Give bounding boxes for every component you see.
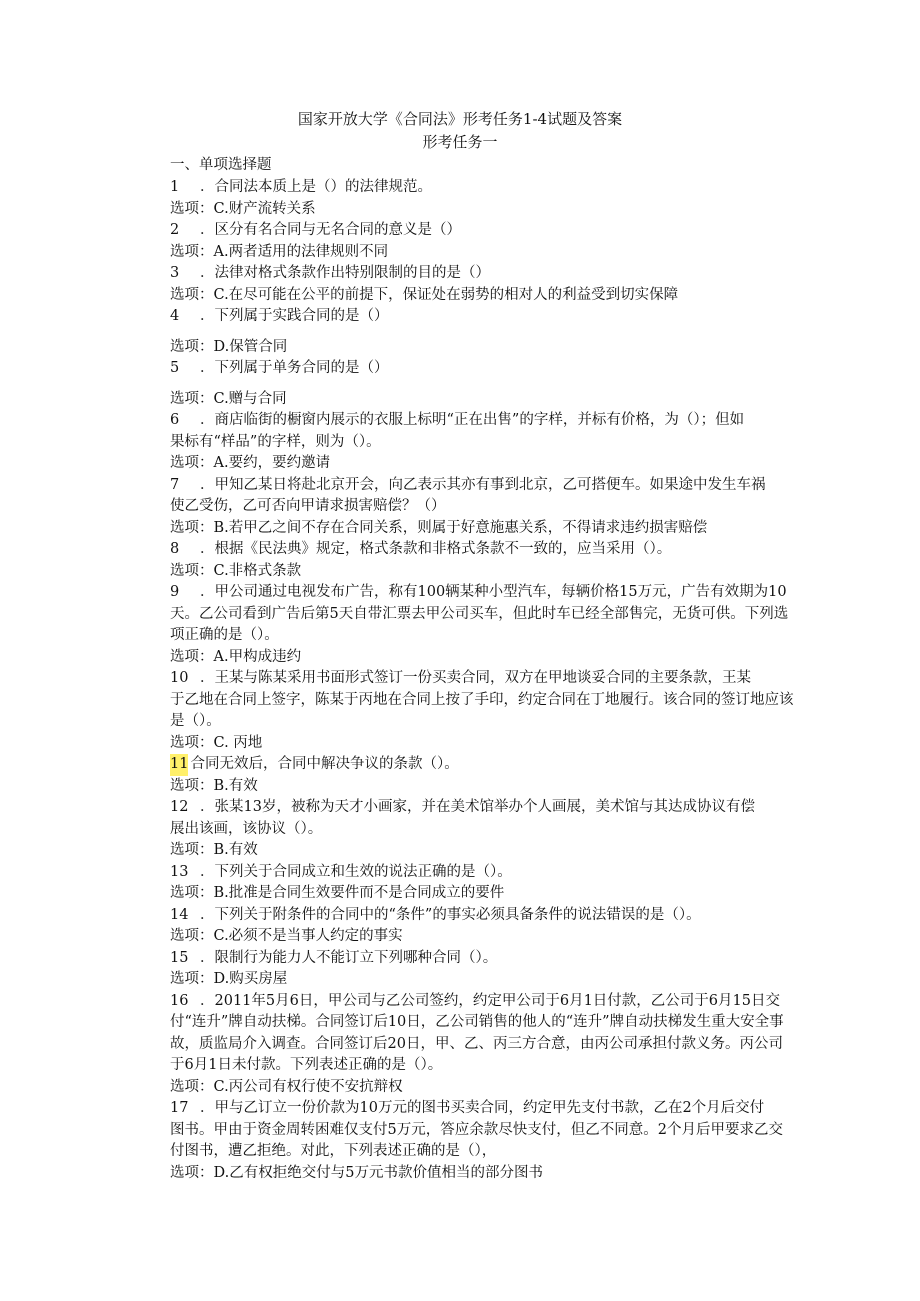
question-text bbox=[170, 991, 795, 1013]
answer-option: 选项：C.财产流转关系 bbox=[170, 200, 316, 217]
question-line-first: ．下列属于实践合同的是（） bbox=[200, 308, 389, 324]
document-subtitle: 形考任务一 bbox=[422, 133, 498, 151]
answer-option: 选项：C.必须不是当事人约定的事实 bbox=[170, 928, 403, 944]
question-line-first: ．商店临街的橱窗内展示的衣服上标明“正在出售”的字样，并标有价格，为（）；但如 bbox=[200, 412, 745, 428]
question-line-rest: 展出该画，该协议（）。 bbox=[170, 820, 323, 837]
question-number: 5 bbox=[170, 360, 180, 376]
question-item bbox=[170, 862, 795, 905]
question-text bbox=[170, 582, 795, 604]
answer-option: 选项：B.若甲乙之间不存在合同关系，则属于好意施惠关系，不得请求违约损害赔偿 bbox=[170, 519, 708, 536]
question-line-first: ．下列属于单务合同的是（） bbox=[200, 360, 389, 376]
answer-option: 选项：B.批准是合同生效要件而不是合同成立的要件 bbox=[170, 885, 505, 901]
question-text bbox=[170, 410, 795, 432]
question-line-first: ．限制行为能力人不能订立下列哪种合同（）。 bbox=[200, 949, 498, 966]
question-item bbox=[170, 177, 795, 220]
question-line-rest: 于乙地在合同上签字，陈某于丙地在合同上按了手印，约定合同在丁地履行。该合同的签订地应该是（）。 bbox=[170, 691, 794, 729]
answer-option: 选项：A.两者适用的法律规则不同 bbox=[170, 243, 389, 260]
question-number: 7 bbox=[170, 476, 180, 493]
answer-option: 选项：C.非格式条款 bbox=[170, 562, 302, 579]
question-line-first: ．区分有名合同与无名合同的意义是（） bbox=[200, 222, 461, 238]
question-text bbox=[170, 263, 795, 285]
question-item bbox=[170, 539, 795, 582]
question-text bbox=[170, 220, 795, 242]
question-number: 17 bbox=[170, 1100, 189, 1116]
question-text bbox=[170, 1098, 795, 1120]
question-text bbox=[170, 475, 795, 497]
question-item bbox=[170, 358, 795, 410]
question-line-first: ．王某与陈某采用书面形式签订一份买卖合同，双方在甲地谈妥合同的主要条款，王某 bbox=[200, 670, 751, 686]
question-number: 3 bbox=[170, 265, 180, 281]
question-text bbox=[170, 862, 795, 884]
question-number: 1 bbox=[170, 179, 180, 195]
question-item bbox=[170, 948, 795, 991]
question-item bbox=[170, 1098, 795, 1184]
question-number: 15 bbox=[170, 949, 189, 966]
question-line-rest: 天。乙公司看到广告后第5天自带汇票去甲公司买车，但此时车已经全部售完，无货可供。下列选项正确的是（）。 bbox=[170, 605, 789, 643]
answer-option: 选项：A.要约，要约邀请 bbox=[170, 455, 331, 471]
question-item bbox=[170, 905, 795, 948]
question-line-first: ．甲知乙某日将赴北京开会，向乙表示其亦有事到北京，乙可搭便车。如果途中发生车祸 bbox=[200, 476, 766, 493]
question-item bbox=[170, 582, 795, 668]
question-text bbox=[170, 668, 795, 690]
question-text bbox=[170, 539, 795, 561]
answer-option: 选项：C.丙公司有权行使不安抗辩权 bbox=[170, 1078, 403, 1095]
question-number: 8 bbox=[170, 541, 180, 557]
question-item bbox=[170, 220, 795, 263]
question-number: 12 bbox=[170, 799, 189, 815]
answer-option: 选项：C. 丙地 bbox=[170, 734, 263, 751]
question-line-first: ．根据《民法典》规定，格式条款和非格式条款不一致的，应当采用（）。 bbox=[200, 541, 672, 557]
document-title: 国家开放大学《合同法》形考任务1-4试题及答案 bbox=[297, 110, 623, 128]
question-line-first: ．张某13岁，被称为天才小画家，并在美术馆举办个人画展，美术馆与其达成协议有偿 bbox=[200, 799, 755, 815]
question-number: 13 bbox=[170, 863, 189, 880]
question-text bbox=[170, 306, 795, 328]
question-item bbox=[170, 754, 795, 797]
question-line-first: 合同无效后，合同中解决争议的条款（）。 bbox=[190, 756, 459, 772]
question-line-rest: 使乙受伤，乙可否向甲请求损害赔偿？（） bbox=[170, 498, 446, 514]
question-number: 2 bbox=[170, 222, 180, 238]
question-text bbox=[170, 905, 795, 927]
question-line-first: ．2011年5月6日，甲公司与乙公司签约，约定甲公司于6月1日付款，乙公司于6月15日交 bbox=[200, 992, 780, 1009]
question-number: 6 bbox=[170, 412, 180, 428]
question-item bbox=[170, 306, 795, 358]
question-text bbox=[170, 754, 795, 776]
answer-option: 选项：D.保管合同 bbox=[170, 338, 288, 355]
answer-option: 选项：A.甲构成违约 bbox=[170, 648, 302, 665]
answer-option: 选项：C.赠与合同 bbox=[170, 390, 287, 407]
question-number: 9 bbox=[170, 584, 180, 600]
question-number: 10 bbox=[170, 670, 189, 686]
question-text bbox=[170, 797, 795, 819]
question-list bbox=[170, 177, 795, 1184]
question-item bbox=[170, 263, 795, 306]
answer-option: 选项：D.乙有权拒绝交付与5万元书款价值相当的部分图书 bbox=[170, 1164, 543, 1181]
question-item bbox=[170, 475, 795, 540]
question-item bbox=[170, 668, 795, 754]
question-text bbox=[170, 948, 795, 970]
answer-option: 选项：C.在尽可能在公平的前提下，保证处在弱势的相对人的利益受到切实保障 bbox=[170, 286, 679, 303]
question-line-first: ．下列关于合同成立和生效的说法正确的是（）。 bbox=[200, 863, 512, 880]
answer-option: 选项：D.购买房屋 bbox=[170, 971, 288, 987]
question-line-first: ．甲与乙订立一份价款为10万元的图书买卖合同，约定甲先支付书款，乙在2个月后交付 bbox=[200, 1100, 765, 1116]
question-item bbox=[170, 797, 795, 862]
question-line-rest: 付“连升”牌自动扶梯。合同签订后10日，乙公司销售的他人的“连升”牌自动扶梯发生重大安全事故，质监局介入调查。合同签订后20日，甲、乙、丙三方合意，由丙公司承担付款义务。丙公司于6月1日未付款。下列表述正确的是（）。 bbox=[170, 1014, 784, 1073]
question-line-rest: 果标有“样品”的字样，则为（）。 bbox=[170, 433, 381, 450]
section-heading: 一、单项选择题 bbox=[170, 157, 272, 173]
question-line-first: ．法律对格式条款作出特别限制的目的是（） bbox=[200, 265, 490, 281]
question-item bbox=[170, 991, 795, 1099]
question-line-first: ．下列关于附条件的合同中的“条件”的事实必须具备条件的说法错误的是（）。 bbox=[200, 906, 701, 923]
question-text bbox=[170, 177, 795, 199]
question-line-first: ．合同法本质上是（）的法律规范。 bbox=[200, 179, 432, 195]
question-number: 16 bbox=[170, 992, 189, 1009]
question-line-first: ．甲公司通过电视发布广告，称有100辆某种小型汽车，每辆价格15万元，广告有效期为10 bbox=[200, 584, 787, 600]
question-number: 14 bbox=[170, 906, 189, 923]
question-text bbox=[170, 358, 795, 380]
question-number: 11 bbox=[170, 754, 188, 776]
question-line-rest: 图书。甲由于资金周转困难仅支付5万元，答应余款尽快支付，但乙不同意。2个月后甲要求乙交付图书，遭乙拒绝。对此，下列表述正确的是（）， bbox=[170, 1121, 783, 1159]
answer-option: 选项：B.有效 bbox=[170, 842, 258, 858]
question-item bbox=[170, 410, 795, 475]
answer-option: 选项：B.有效 bbox=[170, 777, 258, 794]
question-number: 4 bbox=[170, 308, 180, 324]
